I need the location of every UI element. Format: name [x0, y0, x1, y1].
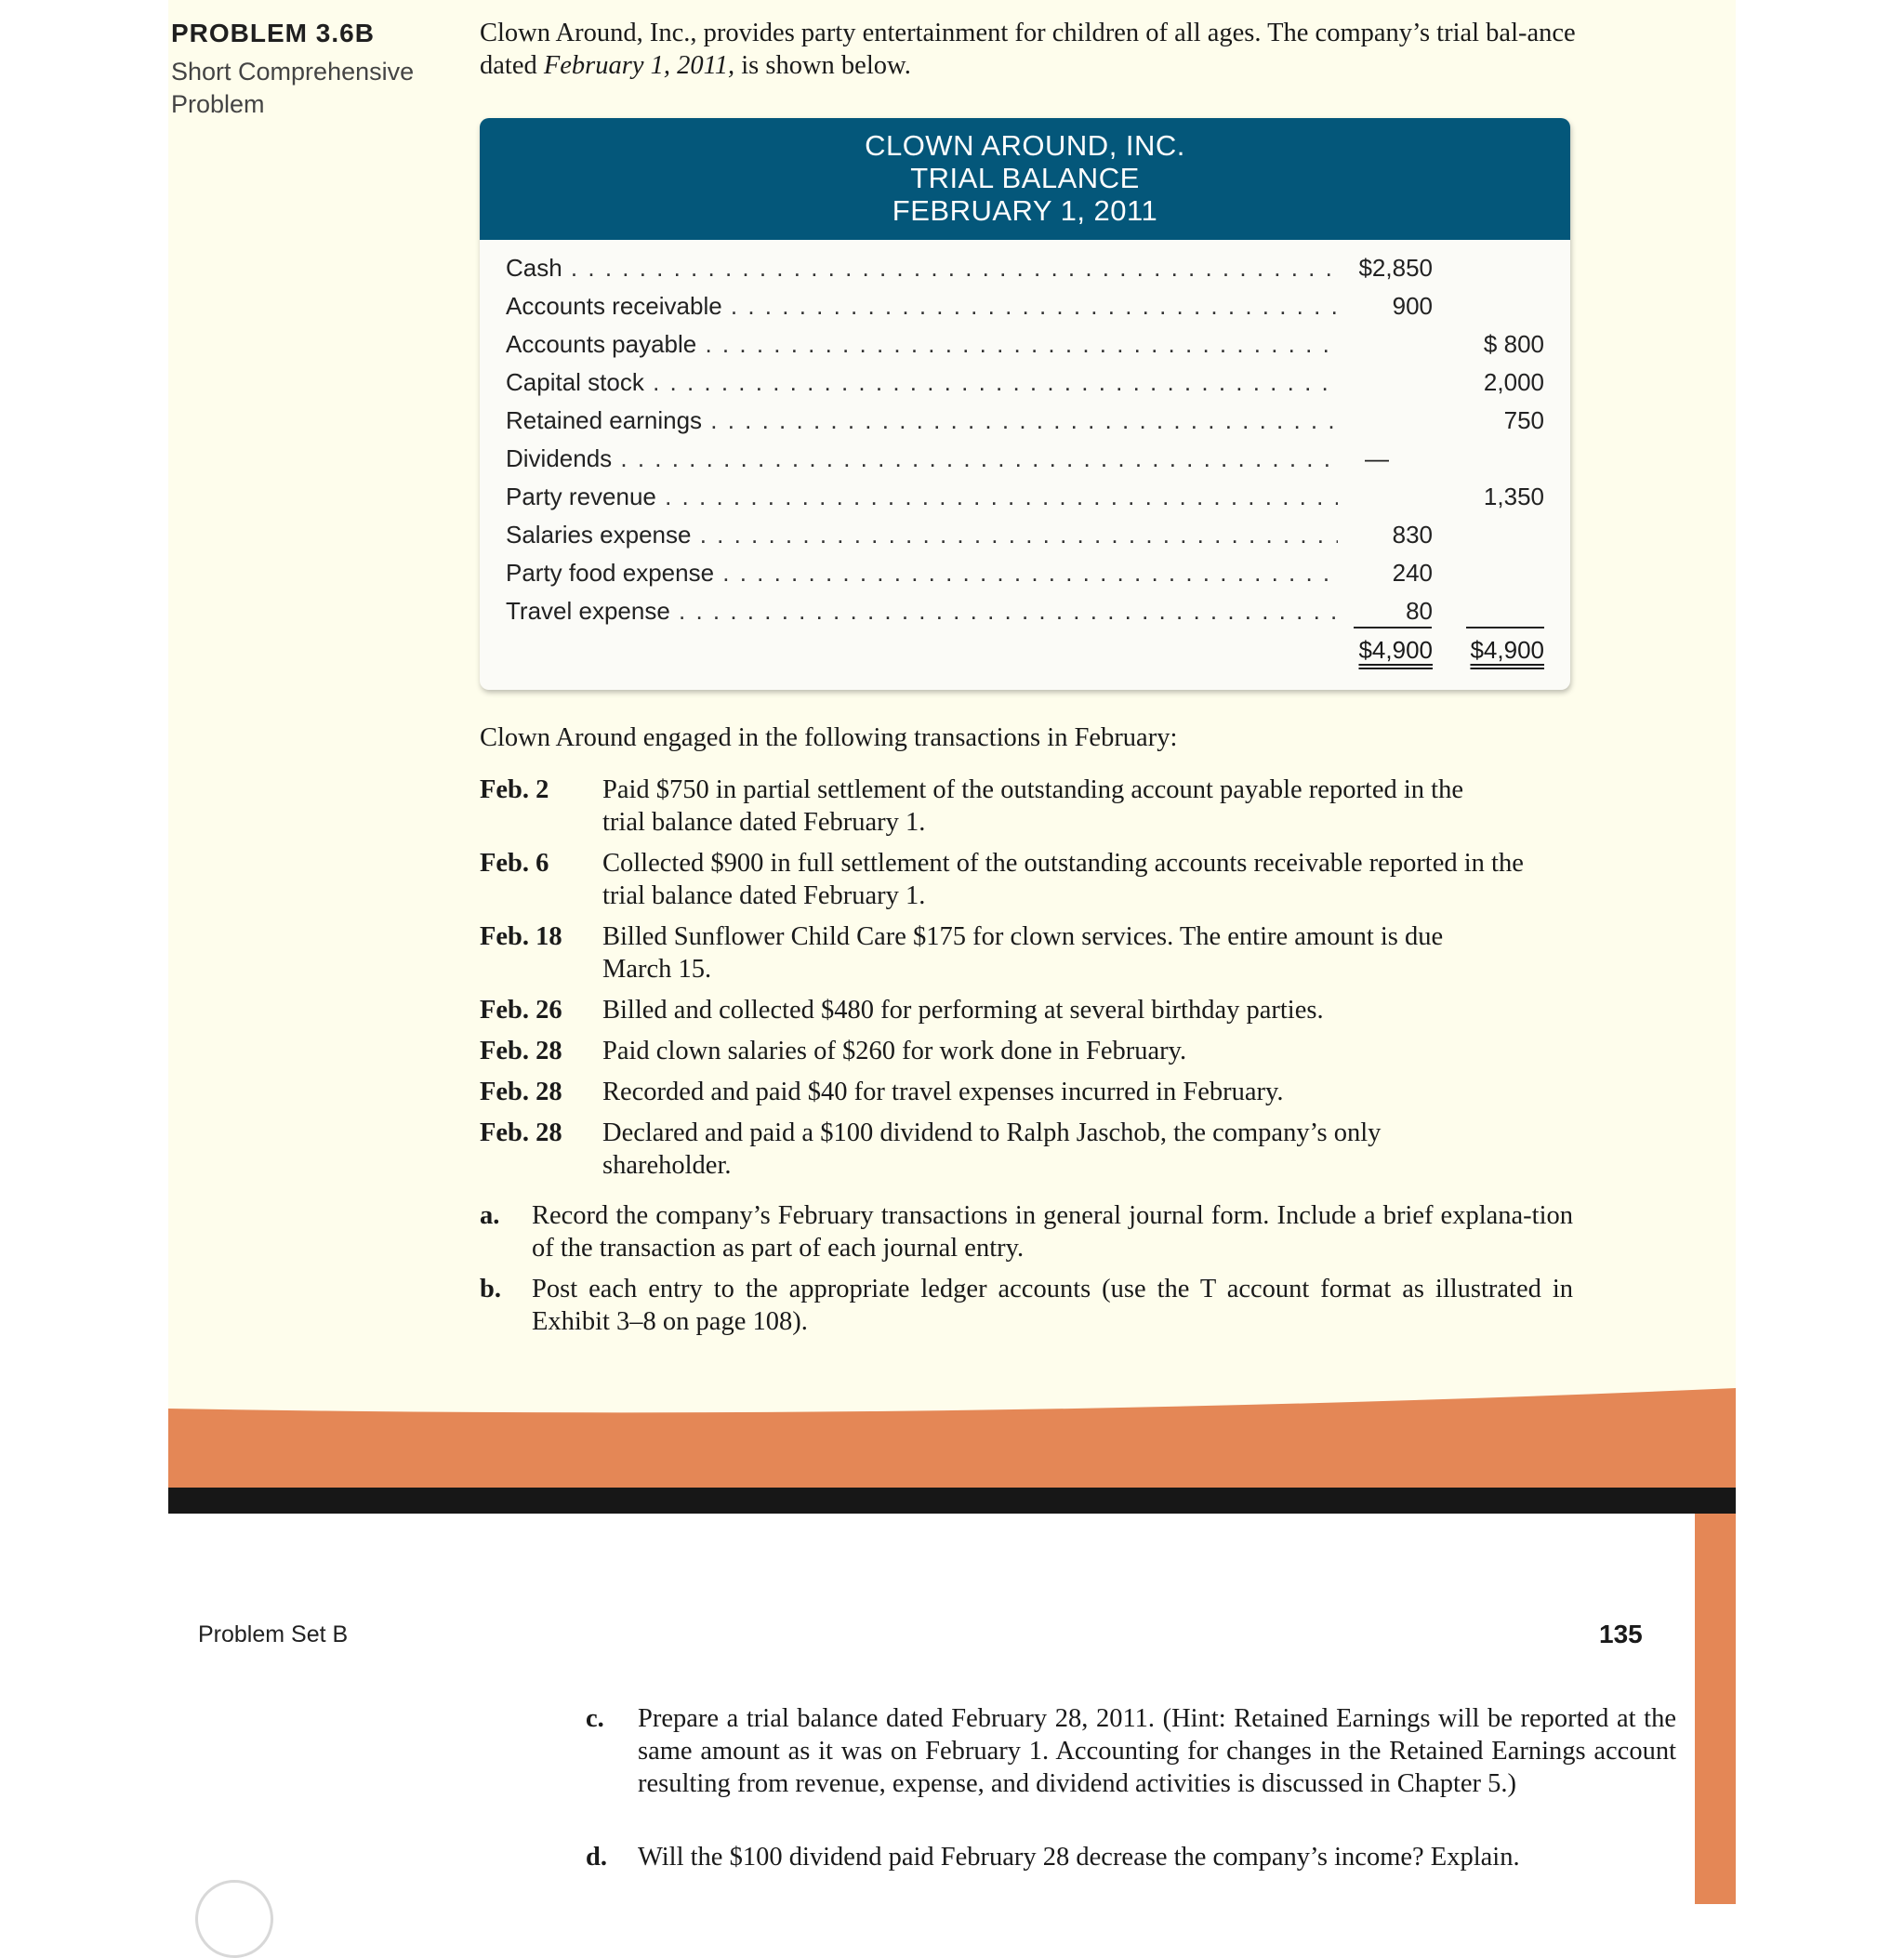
table-row	[480, 250, 1570, 288]
account-name: Party food expense . . .	[506, 559, 1338, 588]
requirement-text: Post each entry to the appropriate ledger accounts (use the T account format as illustrated in Exhibit 3–8 on page 108).	[532, 1275, 1573, 1336]
section-footer: Problem Set B	[198, 1621, 349, 1647]
intro-date: February 1, 2011,	[543, 51, 735, 80]
band-curve	[168, 1385, 1736, 1422]
debit-value: 830	[1392, 521, 1433, 549]
transaction-text: Declared and paid a $100 dividend to Ralph Jaschob, the company’s only shareholder.	[602, 1118, 1382, 1180]
right-margin-strip	[1695, 1514, 1736, 1904]
account-name: Cash . . .	[506, 254, 1338, 283]
credit-value: 2,000	[1483, 368, 1544, 396]
debit-value: $2,850	[1358, 254, 1433, 282]
transaction-date: Feb. 2	[480, 775, 549, 804]
transaction-date: Feb. 26	[480, 996, 562, 1025]
problem-subtitle: Short Comprehensive Problem	[171, 58, 415, 118]
transaction-text: Recorded and paid $40 for travel expenses incurred in February.	[602, 1078, 1284, 1106]
transaction-date: Feb. 28	[480, 1037, 562, 1065]
requirement-letter: a.	[480, 1201, 500, 1230]
table-row	[480, 479, 1570, 517]
transaction-date: Feb. 18	[480, 922, 562, 951]
table-row	[480, 364, 1570, 403]
intro-part2: is shown below.	[734, 51, 911, 80]
transaction-text: Paid $750 in partial settlement of the outstanding account payable reported in the trial balance dated February 1.	[602, 775, 1463, 837]
transaction-date: Feb. 6	[480, 849, 549, 878]
account-name: Travel expense . . .	[506, 597, 1338, 626]
orange-band	[168, 1385, 1736, 1488]
table-row	[480, 441, 1570, 479]
account-name: Salaries expense . . .	[506, 521, 1338, 549]
table-row	[480, 403, 1570, 441]
account-name: Party revenue . . .	[506, 483, 1338, 511]
page-corner-circle	[195, 1880, 273, 1958]
requirement-text: Prepare a trial balance dated February 28, 2011. (Hint: Retained Earnings will be reported at the same amount as it was on February 1. Accounting for changes in the Retained Earnings account resulting from revenue, expense, and dividend activities is discussed in Chapter 5.)	[638, 1704, 1676, 1798]
table-row	[480, 288, 1570, 326]
black-band	[168, 1488, 1736, 1514]
intro-part1: Clown Around, Inc., provides party entertainment for children of all ages. The company’s trial bal-ance dated	[480, 19, 1576, 80]
transaction-text: Billed Sunflower Child Care $175 for clown services. The entire amount is due March 15.	[602, 922, 1444, 984]
transaction-text: Billed and collected $480 for performing at several birthday parties.	[602, 996, 1324, 1025]
account-name: Dividends . . .	[506, 444, 1338, 473]
table-row	[480, 555, 1570, 593]
debit-value: 80	[1406, 597, 1433, 625]
debit-value: —	[1365, 444, 1389, 472]
requirement-text: Record the company’s February transactions in general journal form. Include a brief explana-tion of the transaction as part of each journal entry.	[532, 1201, 1573, 1263]
transaction-date: Feb. 28	[480, 1118, 562, 1147]
total-debit: $4,900	[1358, 636, 1433, 664]
statement-title: TRIAL BALANCE	[910, 162, 1140, 194]
problem-intro	[480, 17, 1577, 82]
requirement-text: Will the $100 dividend paid February 28 decrease the company’s income? Explain.	[638, 1843, 1520, 1872]
company-name: CLOWN AROUND, INC.	[865, 129, 1185, 162]
account-name: Capital stock . . .	[506, 368, 1338, 397]
debit-value: 240	[1392, 559, 1433, 587]
debit-underline	[1354, 627, 1432, 628]
debit-value: 900	[1392, 292, 1433, 320]
table-row	[480, 326, 1570, 364]
credit-value: $ 800	[1483, 330, 1544, 358]
transaction-text: Paid clown salaries of $260 for work done in February.	[602, 1037, 1187, 1065]
transaction-text: Collected $900 in full settlement of the outstanding accounts receivable reported in the trial balance dated February 1.	[602, 849, 1524, 910]
transactions-intro: Clown Around engaged in the following transactions in February:	[480, 723, 1178, 752]
requirement-letter: d.	[586, 1843, 607, 1872]
requirement-letter: c.	[586, 1704, 604, 1733]
account-name: Accounts payable . . .	[506, 330, 1338, 359]
page-number: 135	[1599, 1620, 1643, 1648]
credit-value: 1,350	[1483, 483, 1544, 510]
requirement-letter: b.	[480, 1275, 501, 1303]
total-credit: $4,900	[1470, 636, 1544, 664]
statement-date: FEBRUARY 1, 2011	[892, 194, 1158, 227]
trial-balance-header	[480, 118, 1570, 240]
table-row	[480, 593, 1570, 631]
table-row	[480, 517, 1570, 555]
problem-label: PROBLEM 3.6B	[171, 19, 375, 47]
account-name: Retained earnings . . .	[506, 406, 1338, 435]
credit-underline	[1466, 627, 1544, 628]
account-name: Accounts receivable . . .	[506, 292, 1338, 321]
transaction-date: Feb. 28	[480, 1078, 562, 1106]
credit-value: 750	[1503, 406, 1544, 434]
